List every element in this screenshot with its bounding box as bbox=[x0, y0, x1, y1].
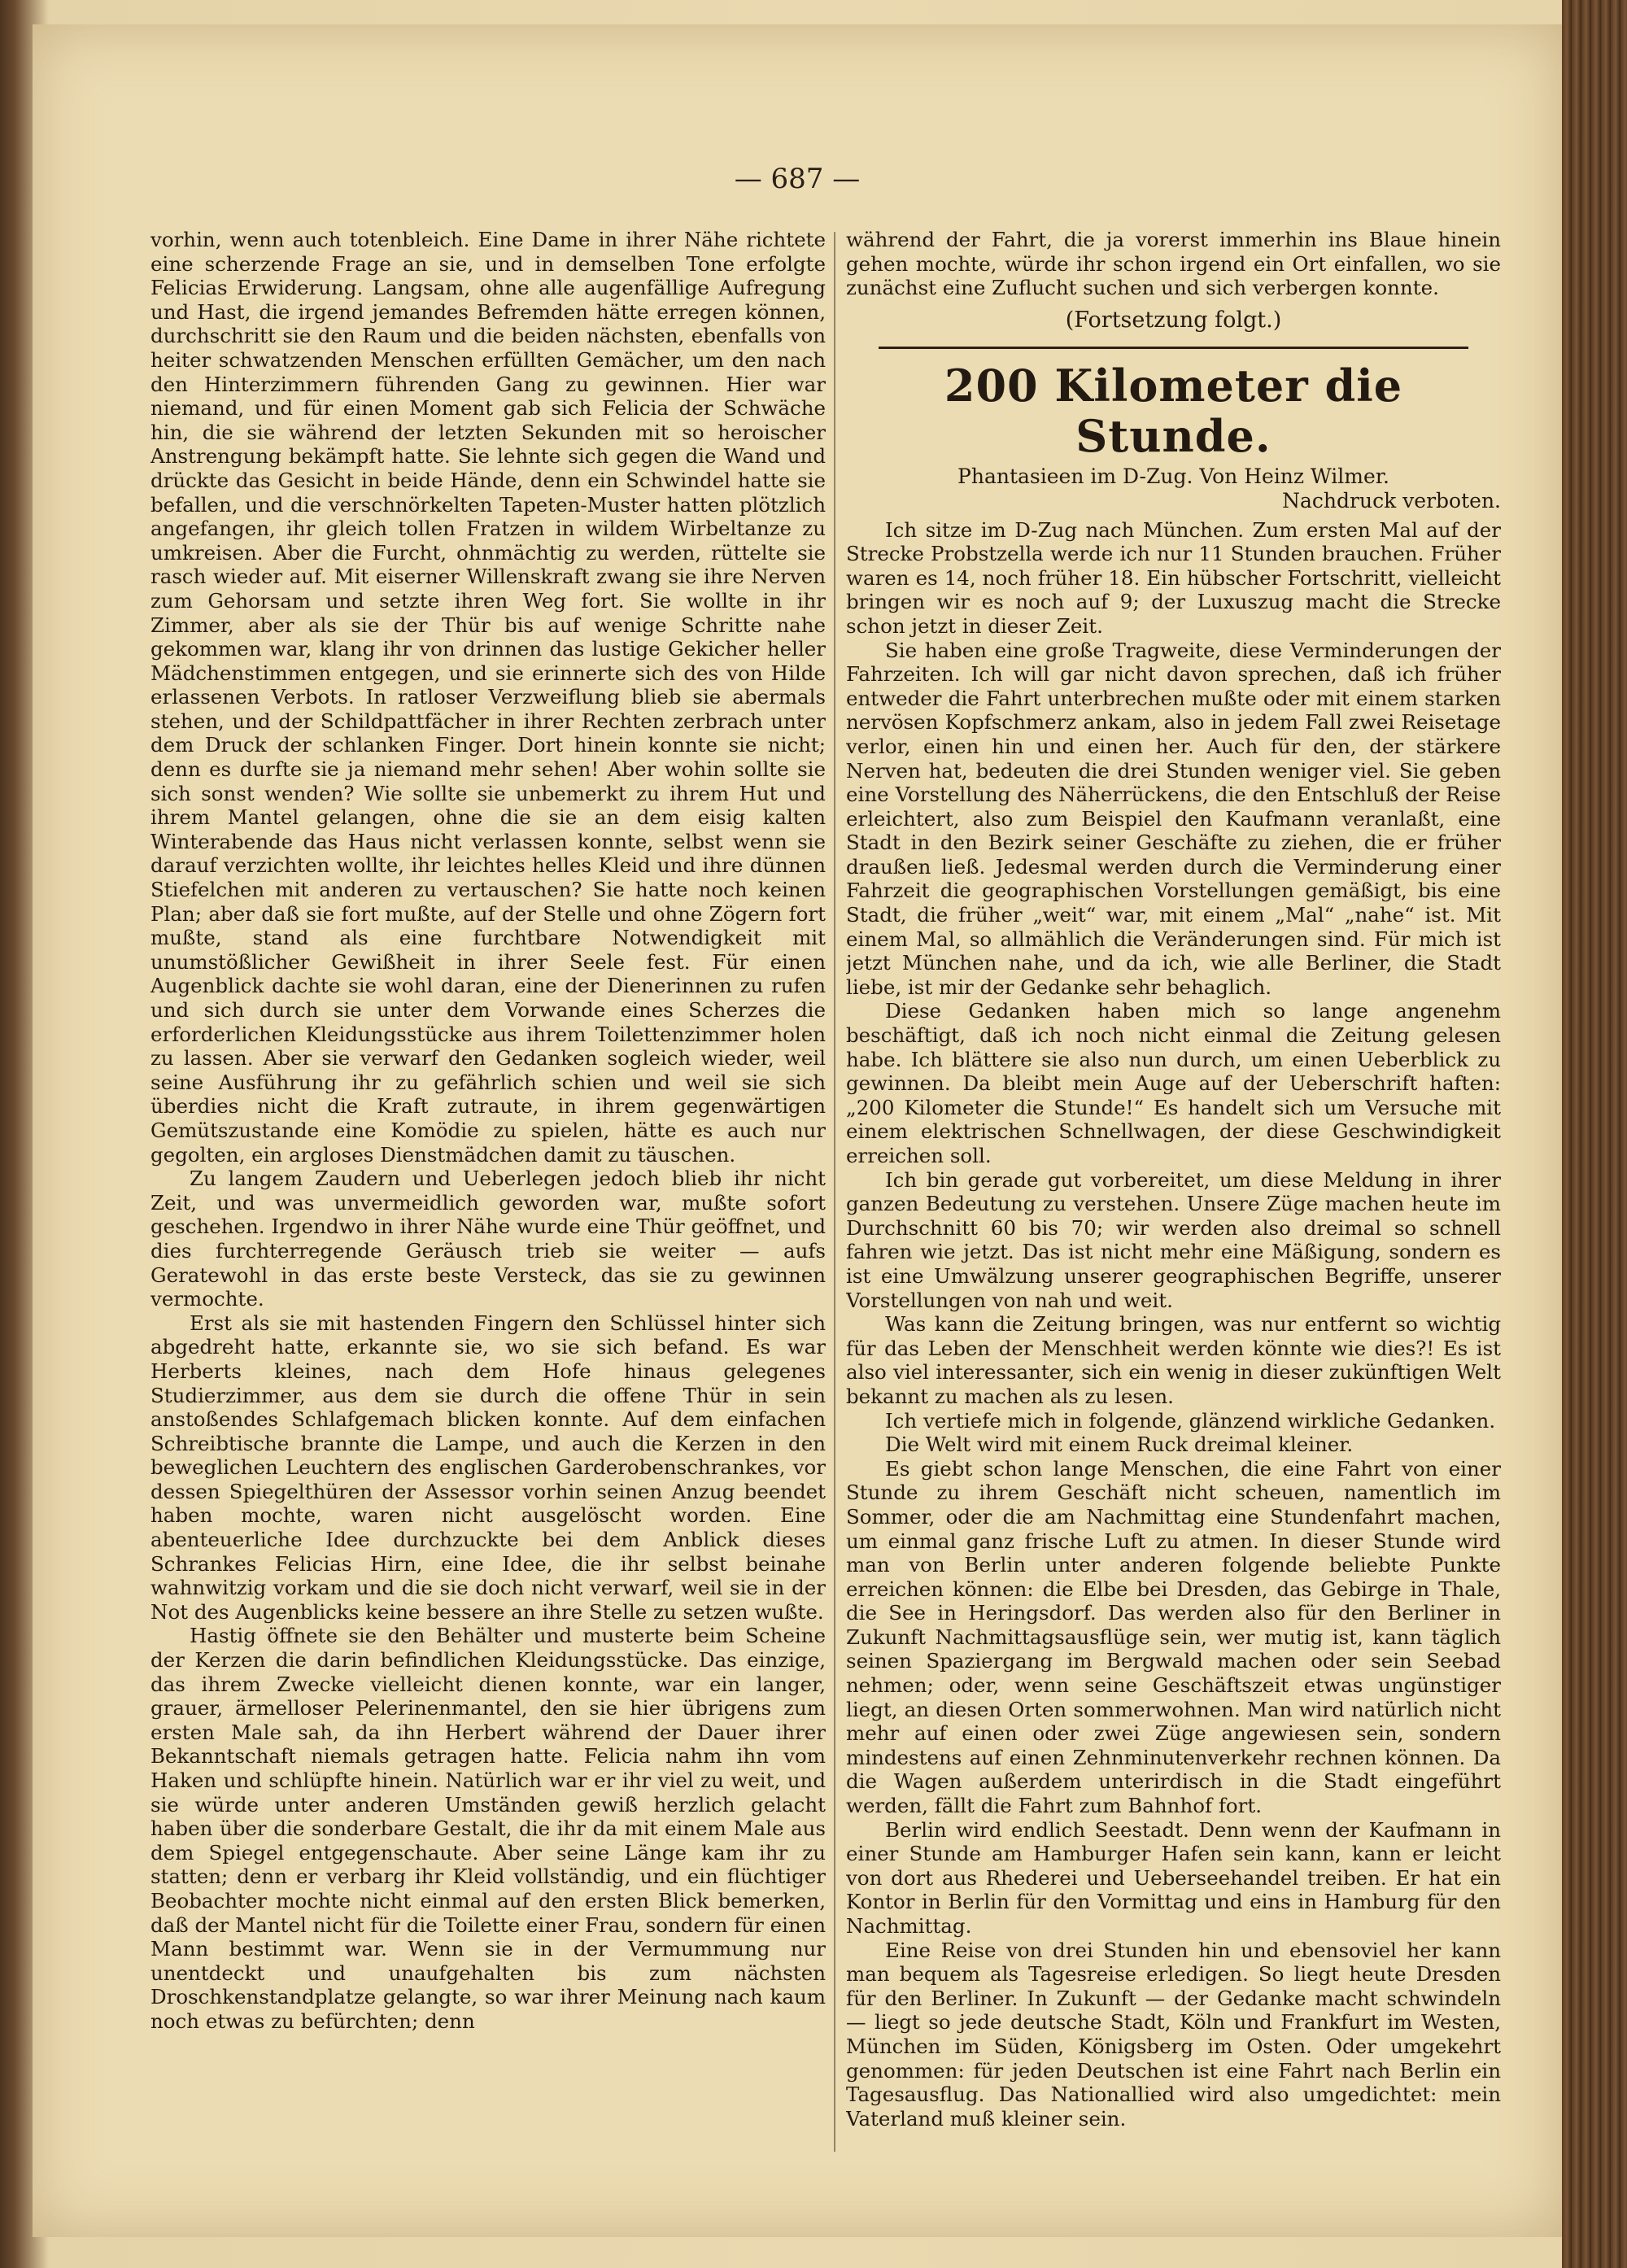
to-be-continued: (Fortsetzung folgt.) bbox=[1065, 307, 1282, 333]
right-column bbox=[846, 228, 1501, 2164]
page-number: — 687 — bbox=[734, 163, 861, 195]
article-paragraph-5: Was kann die Zeitung bringen, was nur entfernt so wichtig für das Leben der Menschheit werden könnte wie dies?! Es ist also viel interessanter, sich ein wenig in dieser zukünftigen Welt bekannt zu machen als zu lesen. bbox=[846, 1312, 1501, 1408]
article-paragraph-3: Diese Gedanken haben mich so lange angenehm beschäftigt, daß ich noch nicht einmal die Zeitung gelesen habe. Ich blättere sie also nun durch, um einen Ueberblick zu gewinnen. Da bleibt mein Auge auf der Ueberschrift haften: „200 Kilometer die Stunde!“ Es handelt sich um Versuche mit einem elektrischen Schnellwagen, der diese Geschwindigkeit erreichen soll. bbox=[846, 999, 1501, 1167]
article-paragraph-10: Eine Reise von drei Stunden hin und ebensoviel her kann man bequem als Tagesreise erledigen. So liegt heute Dresden für den Berliner. In Zukunft — der Gedanke macht schwindeln — liegt so jede deutsche Stadt, Köln und Frankfurt im Westen, München im Süden, Königsberg im Osten. Oder umgekehrt genommen: für jeden Deutschen ist eine Fahrt nach Berlin ein Tagesausflug. Das Nationallied wird also umgedichtet: mein Vaterland muß kleiner sein. bbox=[846, 1938, 1501, 2131]
book-page bbox=[33, 24, 1562, 2237]
article-paragraph-1: Ich sitze im D-Zug nach München. Zum ersten Mal auf der Strecke Probstzella werde ich nur 11 Stunden brauchen. Früher waren es 14, noch früher 18. Ein hübscher Fortschritt, vielleicht bringen wir es noch auf 9; der Luxuszug macht die Strecke schon jetzt in dieser Zeit. bbox=[846, 517, 1501, 638]
column-divider bbox=[834, 232, 835, 2152]
left-paragraph-2: Zu langem Zaudern und Ueberlegen jedoch blieb ihr nicht Zeit, und was unvermeidlich geworden war, mußte sofort geschehen. Irgendwo in ihrer Nähe wurde eine Thür geöffnet, und dies furchterregende Geräusch trieb sie weiter — aufs Geratewohl in das erste beste Versteck, das sie zu gewinnen vermochte. bbox=[150, 1167, 826, 1311]
article-paragraph-9: Berlin wird endlich Seestadt. Denn wenn der Kaufmann in einer Stunde am Hamburger Hafen sein kann, kann er leicht von dort aus Rhederei und Ueberseehandel treiben. Er hat ein Kontor in Berlin für den Vormittag und eins in Hamburg für den Nachmittag. bbox=[846, 1817, 1501, 1938]
left-paragraph-1: vorhin, wenn auch totenbleich. Eine Dame in ihrer Nähe richtete eine scherzende Frage an sie, und in demselben Tone erfolgte Felicias Erwiderung. Langsam, ohne alle augenfällige Aufregung und Hast, die irgend jemandes Befremden hätte erregen können, durchschritt sie den Raum und die beiden nächsten, ebenfalls von heiter schwatzenden Menschen erfüllten Gemächer, um den nach den Hinterzimmern führenden Gang zu gewinnen. Hier war niemand, und für einen Moment gab sich Felicia der Schwäche hin, die sie während der letzten Sekunden mit so heroischer Anstrengung bekämpft hatte. Sie lehnte sich gegen die Wand und drückte das Gesicht in beide Hände, denn ein Schwindel hatte sie befallen, und die verschnörkelten Tapeten-Muster hatten plötzlich angefangen, ihr gleich tollen Fratzen in wildem Wirbeltanze zu umkreisen. Aber die Furcht, ohnmächtig zu werden, rüttelte sie rasch wieder auf. Mit eiserner Willenskraft zwang sie ihre Nerven zum Gehorsam und setzte ihren Weg fort. Sie wollte in ihr Zimmer, aber als sie der Thür bis auf wenige Schritte nahe gekommen war, klang ihr von drinnen das lustige Gekicher heller Mädchenstimmen entgegen, und sie erinnerte sich des von Hilde erlassenen Verbots. In ratloser Verzweiflung blieb sie abermals stehen, und der Schildpattfächer in ihrer Rechten zerbrach unter dem Druck der schlanken Finger. Dort hinein konnte sie nicht; denn es durfte sie ja niemand mehr sehen! Aber wohin sollte sie sich sonst wenden? Wie sollte sie unbemerkt zu ihrem Hut und ihrem Mantel gelangen, ohne die sie an dem eisig kalten Winterabende das Haus nicht verlassen konnte, selbst wenn sie darauf verzichten wollte, ihr leichtes helles Kleid und ihre dünnen Stiefelchen mit anderen zu vertauschen? Sie hatte noch keinen Plan; aber daß sie fort mußte, auf der Stelle und ohne Zögern fort mußte, stand als eine furchtbare Notwendigkeit mit unumstößlicher Gewißheit in ihrer Seele fest. Für einen Augenblick dachte sie wohl daran, eine der Dienerinnen zu rufen und sich durch sie unter dem Vorwande eines Scherzes die erforderlichen Kleidungsstücke aus ihrem Toilettenzimmer holen zu lassen. Aber sie verwarf den Gedanken sogleich wieder, weil seine Ausführung ihr zu gefährlich schien und weil sie sich überdies nicht die Kraft zutraute, in ihrem gegenwärtigen Gemütszustande eine Komödie zu spielen, hätte es auch nur gegolten, ein argloses Dienstmädchen damit zu täuschen. bbox=[150, 228, 826, 1167]
headline-rule bbox=[879, 347, 1468, 349]
article-paragraph-8: Es giebt schon lange Menschen, die eine Fahrt von einer Stunde zu ihrem Geschäft nicht scheuen, namentlich im Sommer, oder die am Nachmittag eine Stundenfahrt machen, um einmal ganz frische Luft zu atmen. In dieser Stunde wird man von Berlin unter anderen folgende beliebte Punkte erreichen können: die Elbe bei Dresden, das Gebirge in Thale, die See in Heringsdorf. Das werden also für den Berliner in Zukunft Nachmittagsausflüge sein, wer mutig ist, kann täglich seinen Spaziergang im Bergwald machen oder sein Seebad nehmen; oder, wenn seine Geschäftszeit etwas ungünstiger liegt, an diesen Orten sommerwohnen. Man wird natürlich nicht mehr auf einen oder zwei Züge angewiesen sein, sondern mindestens auf einen Zehnminutenverkehr rechnen können. Da die Wagen außerdem unterirdisch in die Stadt eingeführt werden, fällt die Fahrt zum Bahnhof fort. bbox=[846, 1456, 1501, 1818]
left-paragraph-4: Hastig öffnete sie den Behälter und musterte beim Scheine der Kerzen die darin befindlichen Kleidungsstücke. Das einzige, das ihrem Zwecke vielleicht dienen konnte, war ein langer, grauer, ärmelloser Pelerinenmantel, den sie hier übrigens zum ersten Male sah, da ihn Herbert während der Dauer ihrer Bekanntschaft niemals getragen hatte. Felicia nahm ihn vom Haken und schlüpfte hinein. Natürlich war er ihr viel zu weit, und sie würde unter anderen Umständen gewiß herzlich gelacht haben über die sonderbare Gestalt, die ihr da mit einem Male aus dem Spiegel entgegenschaute. Aber seine Länge kam ihr zu statten; denn er verbarg ihr Kleid vollständig, und ein flüchtiger Beobachter mochte nicht einmal auf den ersten Blick bemerken, daß der Mantel nicht für die Toilette einer Frau, sondern für einen Mann bestimmt war. Wenn sie in der Vermummung nur unentdeckt und unaufgehalten bis zum nächsten Droschkenstandplatze gelangte, so war ihrer Meinung nach kaum noch etwas zu befürchten; denn bbox=[150, 1624, 826, 2033]
left-column bbox=[150, 228, 826, 2164]
reprint-notice: Nachdruck verboten. bbox=[1282, 488, 1501, 512]
article-paragraph-2: Sie haben eine große Tragweite, diese Verminderungen der Fahrzeiten. Ich will gar nicht davon sprechen, daß ich früher entweder die Fahrt unterbrechen mußte oder mit einem starken nervösen Kopfschmerz ankam, also in jedem Fall zwei Reisetage verlor, einen hin und einen her. Auch für den, der stärkere Nerven hat, bedeuten die drei Stunden weniger viel. Sie geben eine Vorstellung des Näherrückens, die den Entschluß der Reise erleichtert, also zum Beispiel den Kaufmann veranlaßt, eine Stadt in den Bezirk seiner Geschäfte zu ziehen, die er früher draußen ließ. Jedesmal werden durch die Verminderung einer Fahrzeit die geographischen Vorstellungen gemäßigt, bis eine Stadt, die früher „weit“ war, mit einem „Mal“ „nahe“ ist. Mit einem Mal, so allmählich die Veränderungen sind. Für mich ist jetzt München nahe, und da ich, wie alle Berliner, die Stadt liebe, ist mir der Gedanke sehr behaglich. bbox=[846, 638, 1501, 999]
story-continuation: während der Fahrt, die ja vorerst immerhin ins Blaue hinein gehen mochte, würde ihr schon irgend ein Ort einfallen, wo sie zunächst eine Zuflucht suchen und sich verbergen konnte. bbox=[846, 228, 1501, 300]
article-title: 200 Kilometer die Stunde. bbox=[944, 360, 1403, 463]
article-paragraph-4: Ich bin gerade gut vorbereitet, um diese Meldung in ihrer ganzen Bedeutung zu verstehen. Unsere Züge machen heute im Durchschnitt 60 bis 70; wir werden also dreimal so schnell fahren wie jetzt. Das ist nicht mehr eine Mäßigung, sondern es ist eine Umwälzung unserer geographischen Begriffe, unserer Vorstellungen von nah und weit. bbox=[846, 1167, 1501, 1312]
left-paragraph-3: Erst als sie mit hastenden Fingern den Schlüssel hinter sich abgedreht hatte, erkannte sie, wo sie sich befand. Es war Herberts kleines, nach dem Hofe hinaus gelegenes Studierzimmer, aus dem sie durch die offene Thür in sein anstoßendes Schlafgemach blicken konnte. Auf dem einfachen Schreibtische brannte die Lampe, und auch die Kerzen in den beweglichen Leuchtern des englischen Garderobenschrankes, vor dessen Spiegelthüren der Assessor vorhin seinen Anzug beendet haben mochte, waren nicht ausgelöscht worden. Eine abenteuerliche Idee durchzuckte bei dem Anblick dieses Schrankes Felicias Hirn, eine Idee, die ihr selbst beinahe wahnwitzig vorkam und die sie doch nicht verwarf, weil sie in der Not des Augenblicks keine bessere an ihre Stelle zu setzen wußte. bbox=[150, 1311, 826, 1624]
book-edge bbox=[1562, 0, 1627, 2268]
article-subtitle: Phantasieen im D-Zug. Von Heinz Wilmer. bbox=[957, 465, 1389, 489]
article-paragraph-7: Die Welt wird mit einem Ruck dreimal kleiner. bbox=[885, 1433, 1354, 1457]
article-paragraph-6: Ich vertiefe mich in folgende, glänzend wirkliche Gedanken. bbox=[885, 1408, 1496, 1433]
